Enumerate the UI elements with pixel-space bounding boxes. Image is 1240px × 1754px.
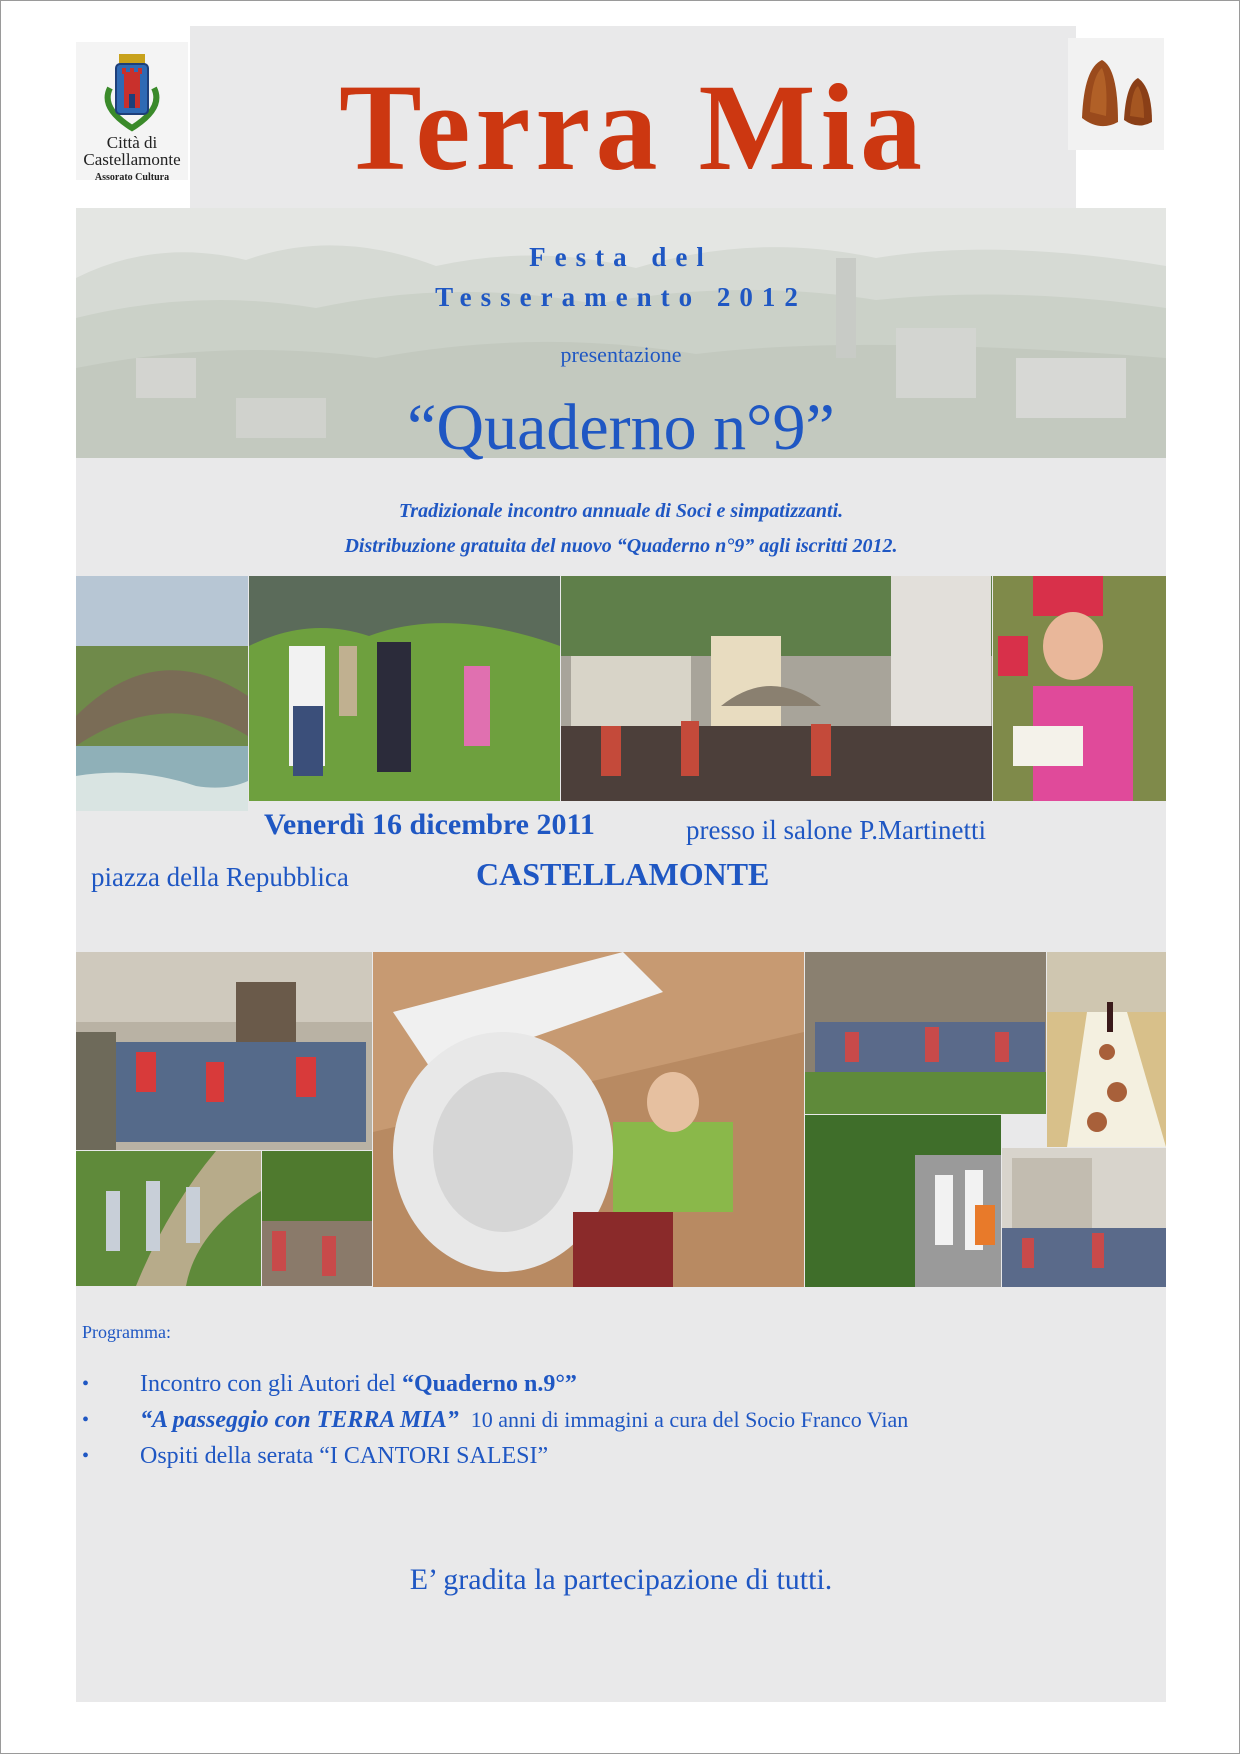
program-item-walk-title: “A passeggio con TERRA MIA” bbox=[140, 1407, 459, 1433]
crest-department: Assorato Cultura bbox=[94, 172, 170, 183]
city-crest bbox=[76, 42, 188, 183]
photo-group-house bbox=[76, 952, 372, 1150]
program-item-guests-text: Ospiti della serata “I CANTORI SALESI” bbox=[140, 1443, 549, 1469]
title-banner bbox=[190, 26, 1076, 210]
program-item-authors-book: “Quaderno n.9°” bbox=[401, 1371, 577, 1397]
stones-logo bbox=[1068, 38, 1164, 150]
festa-line-2: Tesseramento 2012 bbox=[435, 282, 807, 312]
intro-line-2: Distribuzione gratuita del nuovo “Quaderno n°9” agli iscritti 2012. bbox=[344, 535, 898, 557]
bullet: • bbox=[82, 1445, 90, 1467]
program-item-walk-text: 10 anni di immagini a cura del Socio Franco Vian bbox=[470, 1407, 909, 1432]
event-venue: presso il salone P.Martinetti bbox=[686, 815, 986, 845]
photo-trail-walkers bbox=[76, 1151, 261, 1286]
closing-line: E’ gradita la partecipazione di tutti. bbox=[409, 1563, 833, 1596]
photo-banquet-table bbox=[1047, 952, 1166, 1147]
bullet: • bbox=[82, 1373, 90, 1395]
program-item-authors-text: Incontro con gli Autori del bbox=[140, 1371, 402, 1397]
bullet: • bbox=[82, 1409, 90, 1431]
photo-portico-group bbox=[1002, 1148, 1166, 1287]
photo-walkers-meadow bbox=[249, 576, 560, 801]
event-date: Venerdì 16 dicembre 2011 bbox=[264, 808, 595, 841]
coat-of-arms-icon bbox=[92, 48, 172, 132]
program-item-walk bbox=[82, 1404, 908, 1440]
photo-girl-reading bbox=[993, 576, 1166, 801]
crest-city-name: Città di Castellamonte bbox=[83, 133, 181, 169]
photo-telescope bbox=[373, 952, 804, 1287]
program-item-guests bbox=[82, 1440, 908, 1476]
presentation-label: presentazione bbox=[560, 342, 682, 367]
photo-forest-group bbox=[262, 1151, 372, 1286]
program-title: Programma: bbox=[82, 1322, 171, 1342]
program-item-authors bbox=[82, 1368, 908, 1404]
stones-icon bbox=[1068, 38, 1164, 150]
photo-group-church bbox=[805, 952, 1046, 1114]
photo-garden-group bbox=[805, 1115, 1001, 1287]
photo-group-town bbox=[561, 576, 992, 801]
event-town: CASTELLAMONTE bbox=[476, 856, 770, 892]
poster-title: Terra Mia bbox=[339, 59, 927, 196]
intro-line-1: Tradizionale incontro annuale di Soci e simpatizzanti. bbox=[398, 500, 844, 522]
festa-line-1: Festa del bbox=[529, 242, 713, 272]
event-square: piazza della Repubblica bbox=[91, 862, 349, 892]
photo-stone-bridge bbox=[76, 576, 248, 811]
book-title: “Quaderno n°9” bbox=[407, 391, 835, 464]
program-list bbox=[82, 1368, 908, 1476]
